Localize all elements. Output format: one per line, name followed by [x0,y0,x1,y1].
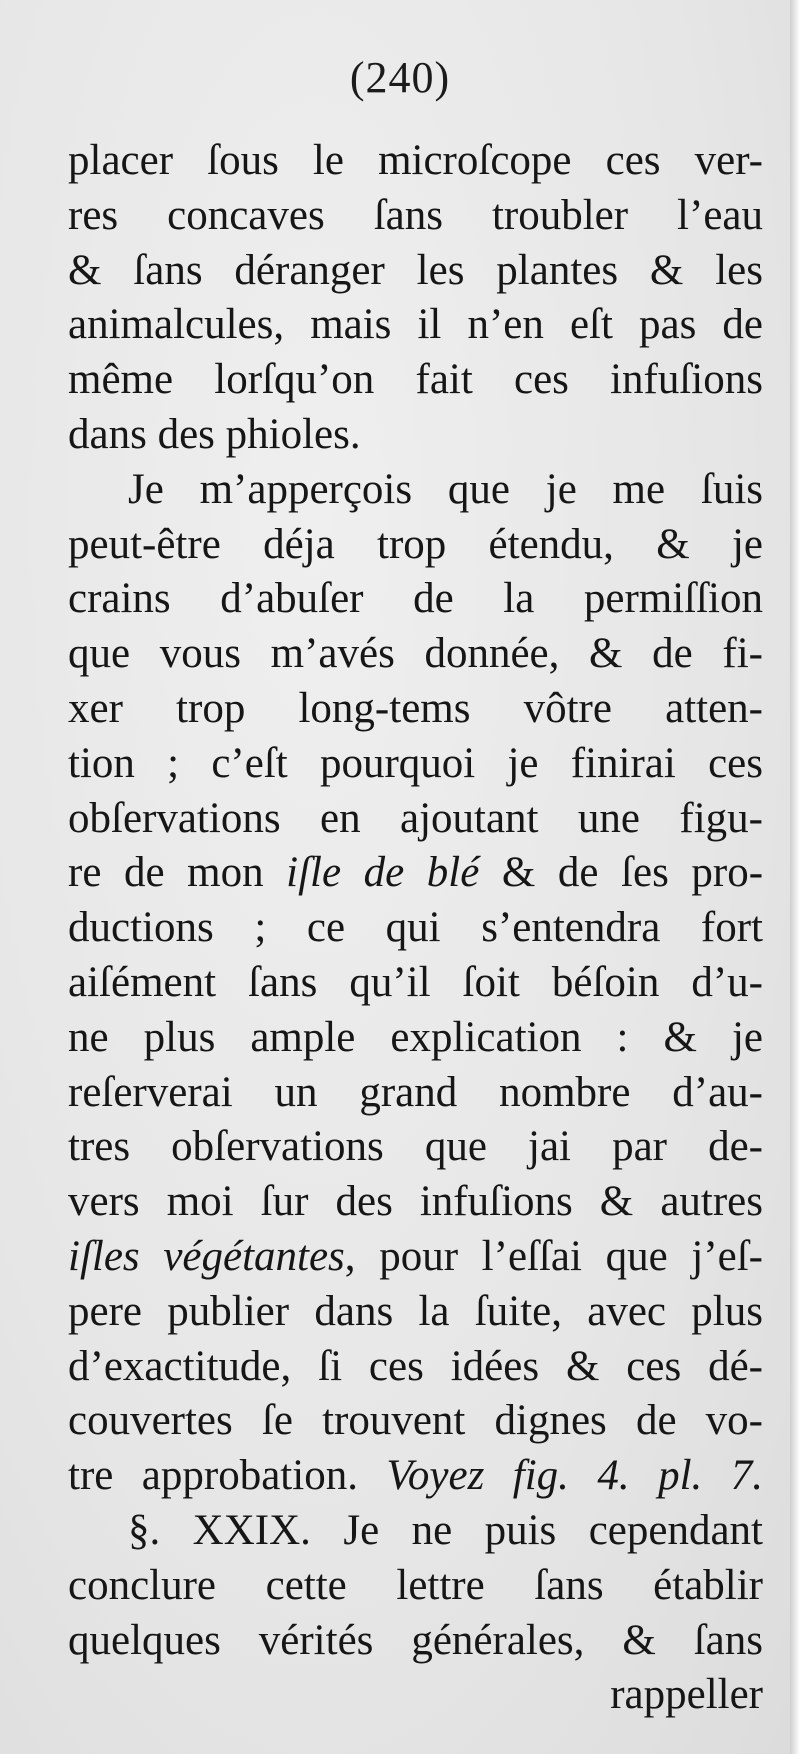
text-line: xer trop long-tems vôtre atten- [68,684,763,732]
text-line: & ſans déranger les plantes & les [68,246,763,294]
text-line: d’exactitude, ſi ces idées & ces dé- [68,1342,763,1390]
paragraph-start-line: Je m’apperçois que je me ſuis [128,465,763,513]
text-line: reſerverai un grand nombre d’au- [68,1068,763,1116]
text-line: res concaves ſans troubler l’eau [68,191,763,239]
text-line: peut-être déja trop étendu, & je [68,520,763,568]
text-line: animalcules, mais il n’en eſt pas de [68,301,763,349]
text-line: conclure cette lettre ſans établir [68,1561,763,1609]
section-start-line: §. XXIX. Je ne puis cependant [128,1506,763,1554]
text-line: placer ſous le microſcope ces ver- [68,137,763,184]
text-italic: iſles végétantes [68,1232,345,1280]
text-roman: re de mon [68,849,287,897]
text-line-mixed [68,1230,763,1285]
page-body-text [68,134,763,1723]
text-line: quelques vérités générales, & ſans [68,1616,763,1664]
text-line: même lorſqu’on fait ces infuſions [68,356,763,404]
text-line: aiſément ſans qu’il ſoit béſoin d’u- [68,958,763,1006]
text-line: ne plus ample explication : & je [68,1013,763,1061]
text-line: crains d’abuſer de la permiſſion [68,575,763,623]
text-roman: tre approbation. [68,1452,387,1500]
page-edge [790,0,800,1754]
text-line-mixed [68,1449,763,1504]
text-line: tres obſervations que jai par de- [68,1123,763,1171]
text-italic: iſle de blé [286,849,480,897]
text-line: ductions ; ce qui s’entendra fort [68,904,763,952]
text-line: couvertes ſe trouvent dignes de vo- [68,1397,763,1445]
text-line-mixed [68,846,763,901]
text-line: vers moi ſur des infuſions & autres [68,1178,763,1226]
text-line: que vous m’avés donnée, & de fi- [68,630,763,678]
page-number: (240) [349,53,451,102]
text-roman: , pour l’eſſai que j’eſ- [344,1232,763,1280]
text-italic: Voyez fig. 4. pl. 7. [386,1452,763,1500]
text-line: pere publier dans la ſuite, avec plus [68,1287,763,1335]
text-line: obſervations en ajoutant une figu- [68,794,763,842]
catchword: rappeller [610,1671,763,1719]
text-line: tion ; c’eſt pourquoi je finirai ces [68,739,763,787]
catchword-line [68,1668,763,1723]
text-line: dans des phioles. [68,410,361,458]
text-roman: & de ſes pro- [479,849,764,897]
